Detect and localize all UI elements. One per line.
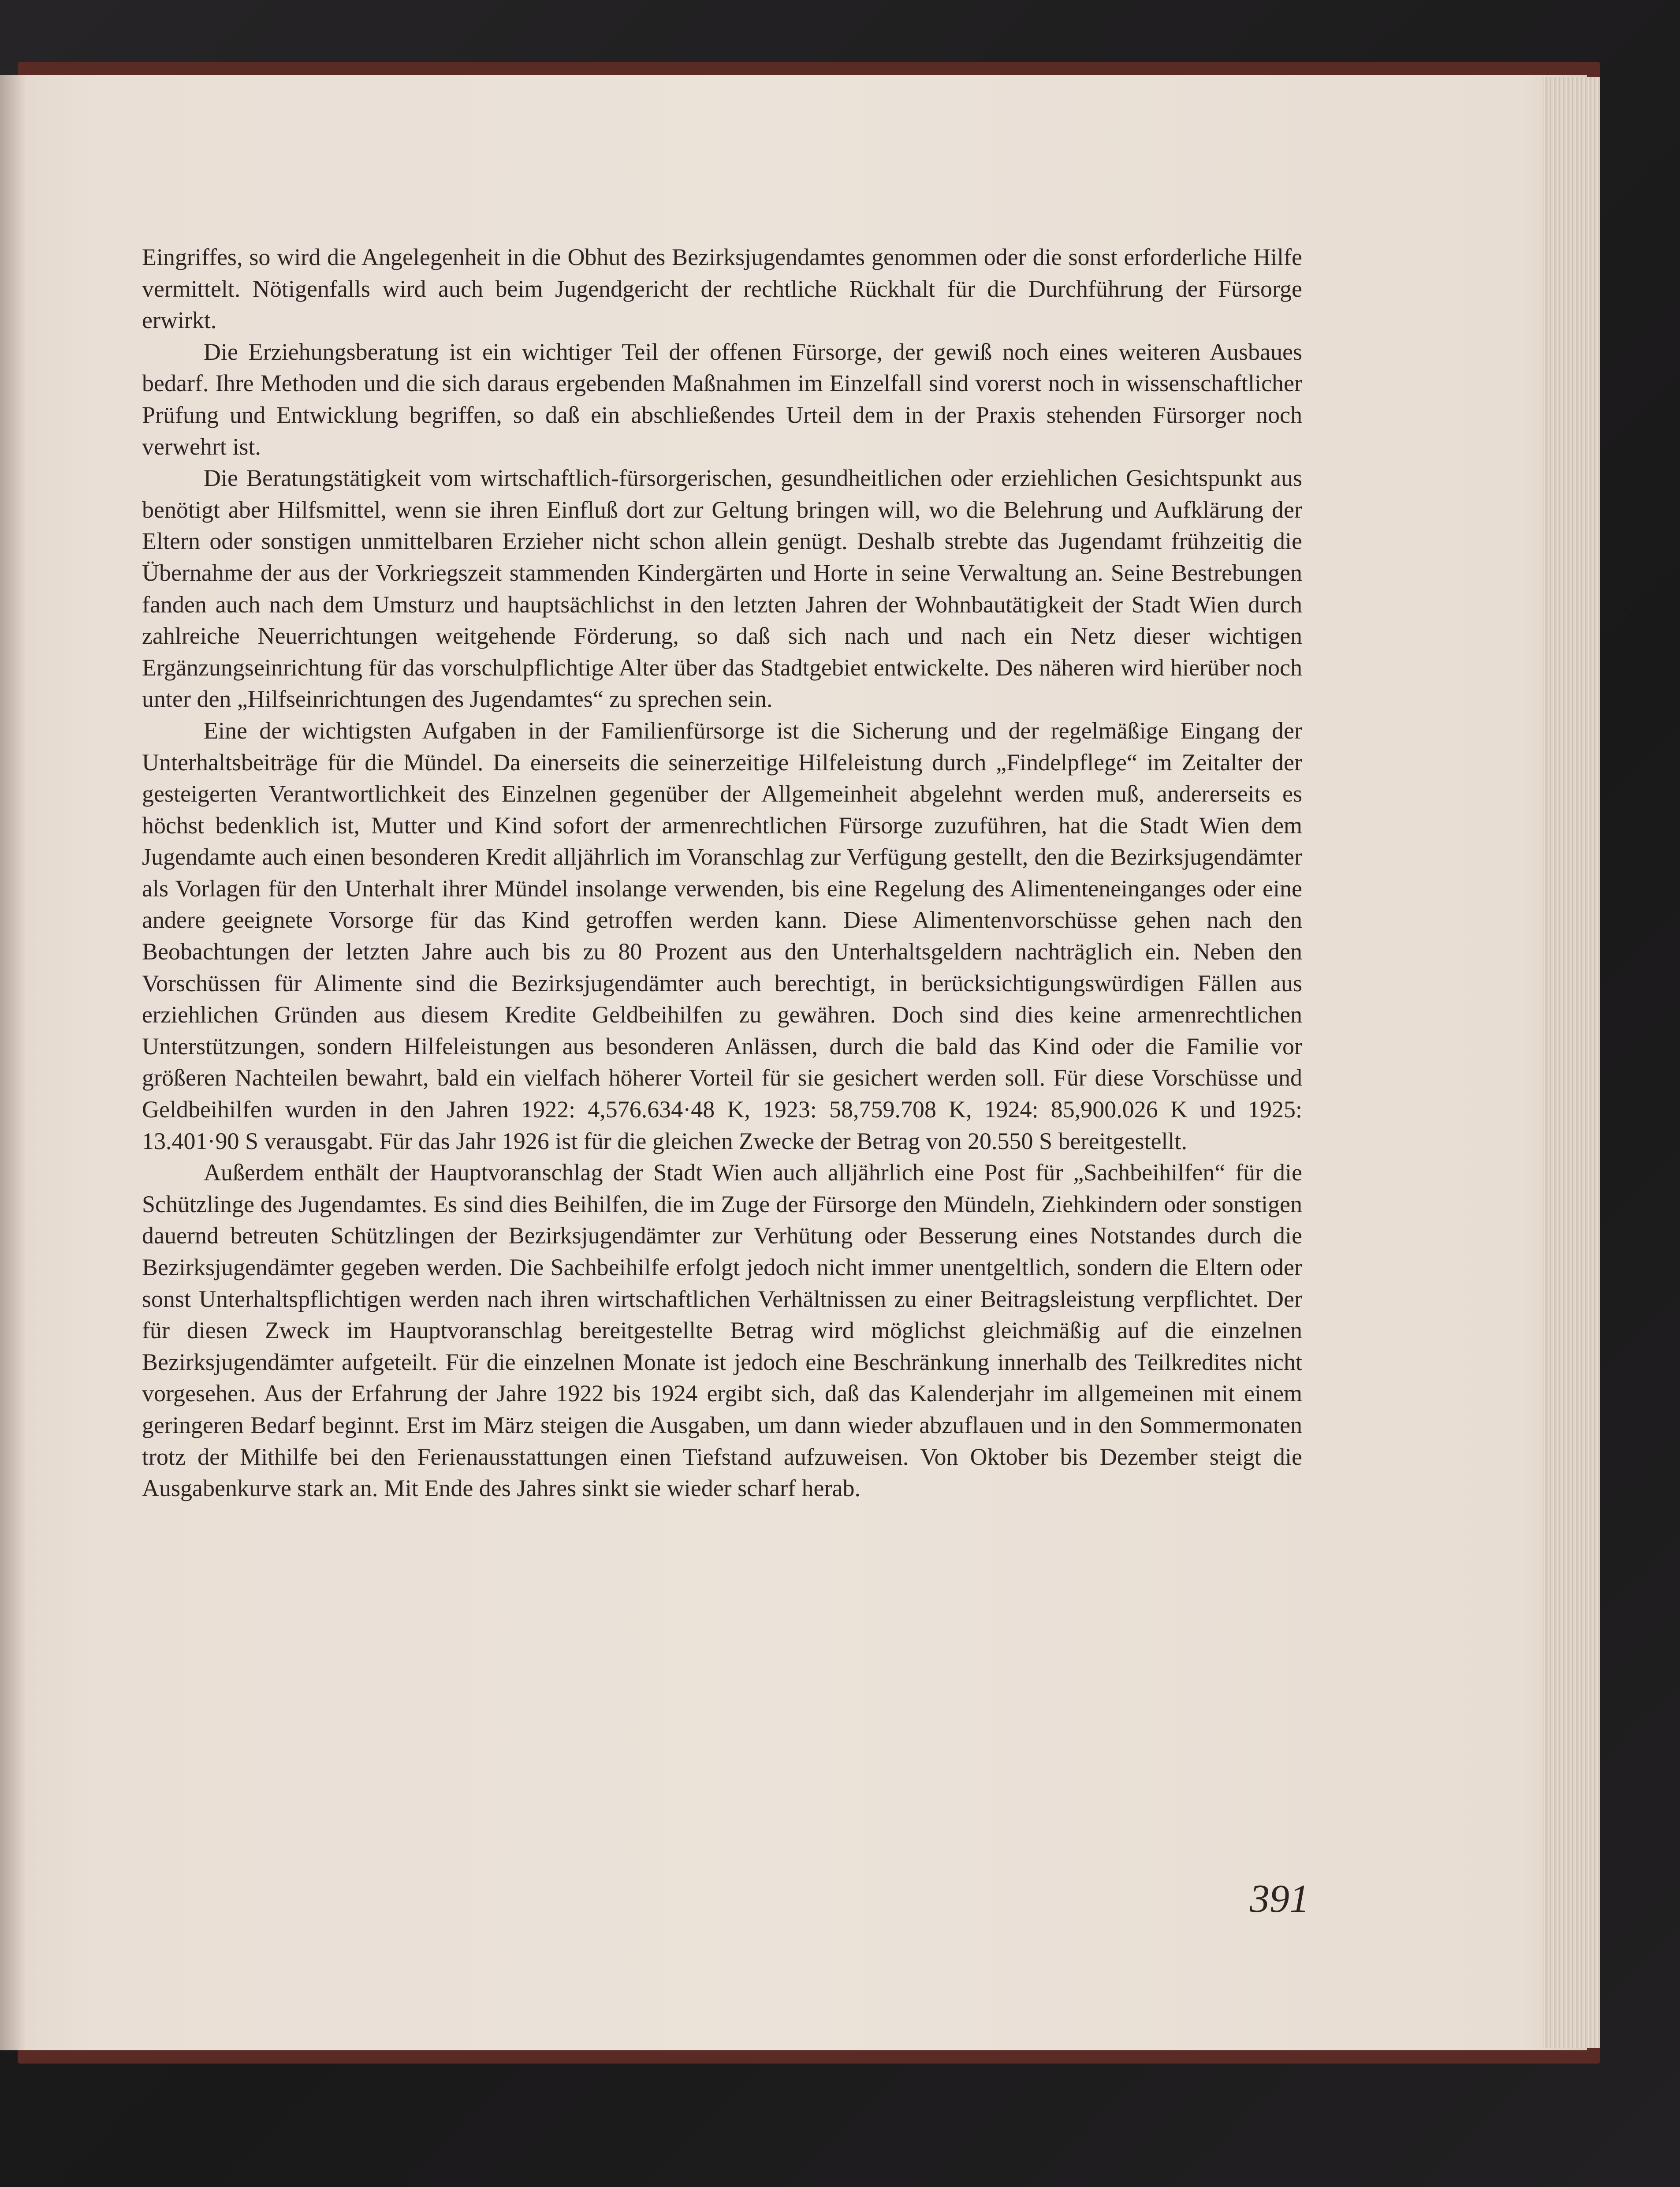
page-number: 391 (1250, 1877, 1309, 1921)
paragraph-2: Die Erziehungsberatung ist ein wichtiger Teil der offenen Fürsorge, der gewiß noch eines weiteren Ausbaues bedarf. Ihre Methoden und die sich daraus ergebenden Maßnahmen im Einzelfall sind vorerst noch in wissenschaftlicher Prüfung und Entwicklung begriffen, so daß ein abschließendes Urteil dem in der Praxis stehenden Fürsorger noch verwehrt ist. (142, 338, 1302, 460)
paragraph-4: Eine der wichtigsten Aufgaben in der Familienfürsorge ist die Sicherung und der regelmäßige Eingang der Unterhaltsbeiträge für die Mündel. Da einerseits die seinerzeitige Hilfeleistung durch „Findelpflege“ im Zeitalter der gesteigerten Verantwortlichkeit des Einzelnen gegenüber der Allgemeinheit abgelehnt werden muß, andererseits es höchst bedenklich ist, Mutter und Kind sofort der armenrechtlichen Fürsorge zuzuführen, hat die Stadt Wien dem Jugendamte auch einen besonderen Kredit alljährlich im Voranschlag zur Verfügung gestellt, den die Bezirksjugendämter als Vorlagen für den Unterhalt ihrer Mündel insolange verwenden, bis eine Regelung des Alimenteneinganges oder eine andere geeignete Vorsorge für das Kind getroffen werden kann. Diese Alimentenvorschüsse gehen nach den Beobachtungen der letzten Jahre auch bis zu 80 Prozent aus den Unterhaltsgeldern nachträglich ein. Neben den Vorschüssen für Alimente sind die Bezirksjugendämter auch berechtigt, in berücksichtigungswürdigen Fällen aus erziehlichen Gründen aus diesem Kredite Geldbeihilfen zu gewähren. Doch sind dies keine armenrechtlichen Unterstützungen, sondern Hilfeleistungen aus besonderen Anlässen, durch die bald das Kind oder die Familie vor größeren Nachteilen bewahrt, bald ein vielfach höherer Vorteil für sie gesichert werden soll. Für diese Vorschüsse und Geldbeihilfen wurden in den Jahren 1922: 4,576.634·48 K, 1923: 58,759.708 K, 1924: 85,900.026 K und 1925: 13.401·90 S verausgabt. Für das Jahr 1926 ist für die gleichen Zwecke der Betrag von 20.550 S bereitgestellt. (142, 717, 1302, 1154)
gutter-shadow (0, 75, 26, 2050)
body-text (142, 242, 1302, 1504)
paragraph-5: Außerdem enthält der Hauptvoranschlag der Stadt Wien auch alljährlich eine Post für „Sachbeihilfen“ für die Schützlinge des Jugendamtes. Es sind dies Beihilfen, die im Zuge der Fürsorge den Mündeln, Ziehkindern oder sonstigen dauernd betreuten Schützlingen der Bezirksjugendämter zur Verhütung oder Besserung eines Notstandes durch die Bezirksjugendämter gegeben werden. Die Sachbeihilfe erfolgt jedoch nicht immer unentgeltlich, sondern die Eltern oder sonst Unterhaltspflichtigen werden nach ihren wirtschaftlichen Verhältnissen zu einer Beitragsleistung verpflichtet. Der für diesen Zweck im Hauptvoranschlag bereitgestellte Betrag wird möglichst gleichmäßig auf die einzelnen Bezirksjugendämter aufgeteilt. Für die einzelnen Monate ist jedoch eine Beschränkung innerhalb des Teilkredites nicht vorgesehen. Aus der Erfahrung der Jahre 1922 bis 1924 ergibt sich, daß das Kalenderjahr im allgemeinen mit einem geringeren Bedarf beginnt. Erst im März steigen die Ausgaben, um dann wieder abzuflauen und in den Sommermonaten trotz der Mithilfe bei den Ferienausstattungen einen Tiefstand aufzuweisen. Von Oktober bis Dezember steigt die Ausgabenkurve stark an. Mit Ende des Jahres sinkt sie wieder scharf herab. (142, 1159, 1302, 1502)
page-edges (1543, 77, 1600, 2048)
paragraph-3: Die Beratungstätigkeit vom wirtschaftlich-fürsorgerischen, gesundheitlichen oder erziehlichen Gesichtspunkt aus benötigt aber Hilfsmittel, wenn sie ihren Einfluß dort zur Geltung bringen will, wo die Belehrung und Aufklärung der Eltern oder sonstigen unmittelbaren Erzieher nicht schon allein genügt. Deshalb strebte das Jugendamt frühzeitig die Übernahme der aus der Vorkriegszeit stammenden Kindergärten und Horte in seine Verwaltung an. Seine Bestrebungen fanden auch nach dem Umsturz und hauptsächlichst in den letzten Jahren der Wohnbautätigkeit der Stadt Wien durch zahlreiche Neuerrichtungen weitgehende Förderung, so daß sich nach und nach ein Netz dieser wichtigen Ergänzungseinrichtung für das vorschulpflichtige Alter über das Stadtgebiet entwickelte. Des näheren wird hierüber noch unter den „Hilfseinrichtungen des Jugendamtes“ zu sprechen sein. (142, 465, 1302, 713)
paragraph-1: Eingriffes, so wird die Angelegenheit in die Obhut des Bezirksjugendamtes genommen oder die sonst erforderliche Hilfe vermittelt. Nötigenfalls wird auch beim Jugendgericht der rechtliche Rückhalt für die Durchführung der Fürsorge erwirkt. (142, 244, 1302, 334)
